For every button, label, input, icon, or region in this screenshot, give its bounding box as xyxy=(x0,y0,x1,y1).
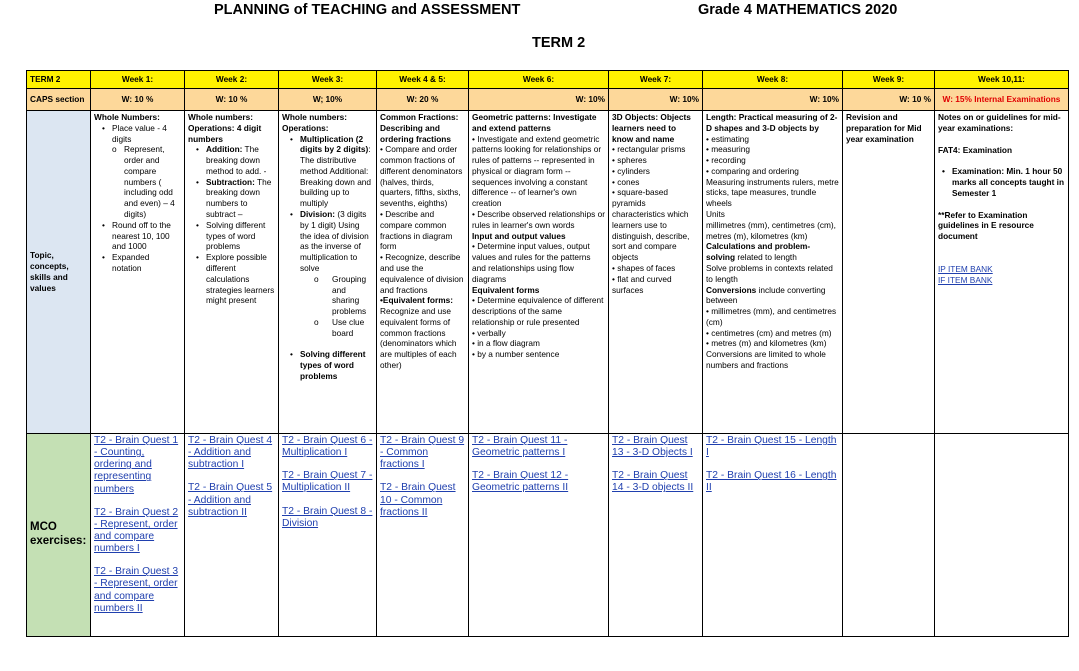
brain-quest-link[interactable]: T2 - Brain Quest 8 - Division xyxy=(282,505,373,529)
topic-cell-week6 xyxy=(469,111,609,434)
refer-note: **Refer to Examination guidelines in E resource document xyxy=(938,209,1034,242)
topic-item: • Determine input values, output values and rules for the patterns and relationships using flow diagrams xyxy=(472,241,591,284)
brain-quest-link[interactable]: T2 - Brain Quest 16 - Length II xyxy=(706,470,837,494)
topic-item: Solving different types of word problems xyxy=(300,349,366,381)
topic-item: Represent, order and compare numbers ( including odd and even) – 4 digits) xyxy=(124,144,175,220)
topic-item: metres (m), kilometres (km) xyxy=(706,230,808,241)
topic-item: Grouping and sharing problems xyxy=(332,273,367,317)
topic-keyword: •Equivalent forms: xyxy=(380,295,453,306)
brain-quest-link[interactable]: T2 - Brain Quest 15 - Length I xyxy=(706,435,837,459)
topic-heading: Whole numbers: Operations: 4 digit numbers xyxy=(188,112,262,144)
topic-item: Place value - 4 digits xyxy=(112,122,167,144)
brain-quest-link[interactable]: T2 - Brain Quest 14 - 3-D objects II xyxy=(612,470,694,494)
topic-heading: Whole Numbers: xyxy=(94,112,160,122)
planning-table xyxy=(26,70,1069,637)
week-header: Week 1: xyxy=(91,71,185,89)
topic-item: Use clue board xyxy=(332,316,365,338)
topic-item: • cones xyxy=(612,176,640,187)
topic-subheading: Equivalent forms xyxy=(472,284,540,295)
topic-item: The breaking down method to add. - xyxy=(206,144,267,176)
topic-item: millimetres (mm), centimetres (cm), xyxy=(706,219,836,230)
mco-cell-week8 xyxy=(703,434,843,637)
mco-cell-week6 xyxy=(469,434,609,637)
brain-quest-link[interactable]: T2 - Brain Quest 2 - Represent, order and compare numbers I xyxy=(94,506,179,555)
topic-keyword: Division: xyxy=(300,209,336,220)
topic-keyword: Subtraction: xyxy=(206,176,255,187)
brain-quest-link[interactable]: T2 - Brain Quest 7 - Multiplication II xyxy=(282,470,373,494)
document-title: PLANNING of TEACHING and ASSESSMENT xyxy=(214,2,521,18)
if-item-bank-link[interactable]: IF ITEM BANK xyxy=(938,274,993,285)
week-header: Week 2: xyxy=(185,71,279,89)
topic-cell-week2: Whole numbers: Operations: 4 digit numbers • Addition: The breaking down method to add. - • Subtraction: The breaking down numbers to subtract – • Solving different types of word problems • Explore possible different calculations strategies learners might present xyxy=(185,111,279,434)
topic-item: • Determine equivalence of different descriptions of the same relationship or rule presented xyxy=(472,295,604,327)
term-title: TERM 2 xyxy=(532,35,586,51)
brain-quest-link[interactable]: T2 - Brain Quest 9 - Common fractions I xyxy=(380,435,465,471)
brain-quest-link[interactable]: T2 - Brain Quest 12 - Geometric patterns II xyxy=(472,470,569,494)
topic-item: • by a number sentence xyxy=(472,349,560,360)
topic-item: • recording xyxy=(706,155,746,166)
caps-label: CAPS section xyxy=(27,89,91,111)
caps-weight: W: 10% xyxy=(703,89,843,111)
brain-quest-link[interactable]: T2 - Brain Quest 10 - Common fractions II xyxy=(380,482,456,518)
topic-cell-week7 xyxy=(609,111,703,434)
ip-item-bank-link[interactable]: IP ITEM BANK xyxy=(938,264,993,275)
topic-item: include converting between xyxy=(706,284,826,306)
topic-item: • flat and curved surfaces xyxy=(612,273,672,295)
mco-row xyxy=(27,434,1069,637)
topic-item: • measuring xyxy=(706,144,750,155)
topic-label: Topic, concepts, skills and values xyxy=(27,111,91,434)
topic-item: • square-based pyramids xyxy=(612,187,668,209)
brain-quest-link[interactable]: T2 - Brain Quest 6 - Multiplication I xyxy=(282,435,373,459)
topic-heading: Geometric patterns: Investigate and extend patterns xyxy=(472,112,597,133)
week-header: Week 6: xyxy=(469,71,609,89)
topic-subheading: Conversions xyxy=(706,284,757,295)
mco-cell-week4-5 xyxy=(377,434,469,637)
topic-item: The breaking down numbers to subtract – xyxy=(206,176,272,220)
mco-label: MCO exercises: xyxy=(27,434,91,637)
caps-weight: W: 20 % xyxy=(377,89,469,111)
brain-quest-link[interactable]: T2 - Brain Quest 5 - Addition and subtraction II xyxy=(188,482,273,518)
topic-item: Recognize and use equivalent forms of common fractions (denominators which are multiples of each other) xyxy=(380,306,457,370)
topic-item: Round off to the nearest 10, 100 and 1000 xyxy=(112,219,171,252)
topic-subheading: Calculations and problem-solving xyxy=(706,241,811,263)
mco-cell-week3 xyxy=(279,434,377,637)
topic-cell-week10-11: Notes on or guidelines for mid-year examinations: FAT4: Examination • Examination: Min. 1 hour 50 marks all concepts taught in Semester 1 **Refer to Examination guidelines in E resource document IP ITEM BANK IF ITEM BANK xyxy=(935,111,1069,434)
topic-item: Solve problems in contexts related to length xyxy=(706,262,833,284)
week-header: Week 10,11: xyxy=(935,71,1069,89)
caps-weight: W: 10 % xyxy=(91,89,185,111)
topic-item: • cylinders xyxy=(612,165,650,176)
topic-item: • Describe and compare common fractions in diagram form xyxy=(380,209,453,252)
topic-cell-week4-5 xyxy=(377,111,469,434)
term-label: TERM 2 xyxy=(27,71,91,89)
topic-item: Expanded notation xyxy=(112,252,150,273)
topic-item: • Describe observed relationships or rules in learner's own words xyxy=(472,209,605,230)
topic-subheading: Input and output values xyxy=(472,230,566,241)
topic-heading: Notes on or guidelines for mid-year examinations: xyxy=(938,112,1061,133)
topic-heading: Revision and preparation for Mid year examination xyxy=(846,112,922,144)
fat-label: FAT4: Examination xyxy=(938,144,1013,155)
week-header: Week 4 & 5: xyxy=(377,71,469,89)
topic-item: • Recognize, describe and use the equivalence of division and fractions xyxy=(380,252,464,295)
topic-cell-week3: Whole numbers: Operations: • Multiplication (2 digits by 2 digits): The distributive method Additional: Breaking down and building up to multiply • Division: (3 digits by 1 digit) Using the idea of division as the inverse of multiplication to solve o Grouping and sharing problems o Use clue board • Solving different types of word problems xyxy=(279,111,377,434)
caps-weight: W: 10% xyxy=(469,89,609,111)
exam-note: Examination: Min. 1 hour 50 marks all concepts taught in Semester 1 xyxy=(952,166,1065,198)
topic-item: • estimating xyxy=(706,133,750,144)
brain-quest-link[interactable]: T2 - Brain Quest 4 - Addition and subtraction I xyxy=(188,435,273,471)
topic-item: • millimetres (mm), and centimetres (cm) xyxy=(706,306,837,327)
topic-item: • verbally xyxy=(472,327,506,338)
topic-item: • spheres xyxy=(612,155,647,166)
topic-item: • centimetres (cm) and metres (m) xyxy=(706,327,832,338)
topic-item: related to length xyxy=(735,252,797,263)
topic-item: • metres (m) and kilometres (km) xyxy=(706,338,827,349)
brain-quest-link[interactable]: T2 - Brain Quest 13 - 3-D Objects I xyxy=(612,435,693,459)
week-header: Week 3: xyxy=(279,71,377,89)
topic-item: • Compare and order common fractions of different denominators (halves, thirds, quarters, fifths, sixths, sevenths, eighths) xyxy=(380,144,463,209)
brain-quest-link[interactable]: T2 - Brain Quest 3 - Represent, order and compare numbers II xyxy=(94,566,179,614)
caps-weight: W: 10 % xyxy=(843,89,935,111)
topic-heading: Common Fractions: Describing and ordering fractions xyxy=(380,112,459,144)
topic-item: • Investigate and extend geometric patterns looking for relationships or rules of patterns -- represented in physical or diagram form -- sequences involving a constant difference -- of learner's own creation xyxy=(472,133,602,209)
week-header: Week 9: xyxy=(843,71,935,89)
mco-cell-week7 xyxy=(609,434,703,637)
topic-item: Solving different types of word problems xyxy=(206,219,266,252)
week-row xyxy=(27,71,1069,89)
topics-row xyxy=(27,111,1069,434)
caps-row xyxy=(27,89,1069,111)
topic-item: : The distributive method Additional: Breaking down and building up to multiply xyxy=(300,144,372,209)
caps-weight: W: 10 % xyxy=(185,89,279,111)
caps-weight-exam: W: 15% Internal Examinations xyxy=(935,89,1069,111)
mco-cell-week1 xyxy=(91,434,185,637)
topic-keyword: Multiplication (2 digits by 2 digits) xyxy=(300,133,369,155)
mco-cell-week10-11 xyxy=(935,434,1069,637)
topic-keyword: Addition: xyxy=(206,144,243,155)
topic-item: Measuring instruments rulers, metre sticks, tape measures, trundle wheels xyxy=(706,176,839,209)
topic-item: (3 digits by 1 digit) Using the idea of division as the inverse of multiplication to solve xyxy=(300,209,369,273)
topic-cell-week1: Whole Numbers: • Place value - 4 digits o Represent, order and compare numbers ( including odd and even) – 4 digits) • Round off to the nearest 10, 100 and 1000 • Expanded notation xyxy=(91,111,185,434)
brain-quest-link[interactable]: T2 - Brain Quest 11 - Geometric patterns I xyxy=(472,435,568,459)
topic-item: • rectangular prisms xyxy=(612,144,686,155)
topic-heading: Length: Practical measuring of 2-D shapes and 3-D objects by xyxy=(706,112,838,133)
topic-item: • in a flow diagram xyxy=(472,338,540,349)
caps-weight: W: 10% xyxy=(609,89,703,111)
topic-cell-week8 xyxy=(703,111,843,434)
mco-cell-week9 xyxy=(843,434,935,637)
caps-weight: W; 10% xyxy=(279,89,377,111)
topic-cell-week9 xyxy=(843,111,935,434)
topic-heading: 3D Objects: Objects learners need to know and name xyxy=(612,112,691,144)
week-header: Week 7: xyxy=(609,71,703,89)
topic-heading: Whole numbers: Operations: xyxy=(282,112,347,133)
grade-title: Grade 4 MATHEMATICS 2020 xyxy=(698,2,898,18)
topic-item: Conversions are limited to whole numbers and fractions xyxy=(706,349,826,370)
brain-quest-link[interactable]: T2 - Brain Quest 1 - Counting, ordering and representing numbers xyxy=(94,435,179,495)
topic-item: • shapes of faces xyxy=(612,262,676,273)
topic-item: Units xyxy=(706,209,725,220)
topic-item: • comparing and ordering xyxy=(706,165,799,176)
topic-item: characteristics which learners use to distinguish, describe, sort and compare objects xyxy=(612,209,690,263)
mco-cell-week2 xyxy=(185,434,279,637)
topic-item: Explore possible different calculations strategies learners might present xyxy=(206,252,275,306)
week-header: Week 8: xyxy=(703,71,843,89)
